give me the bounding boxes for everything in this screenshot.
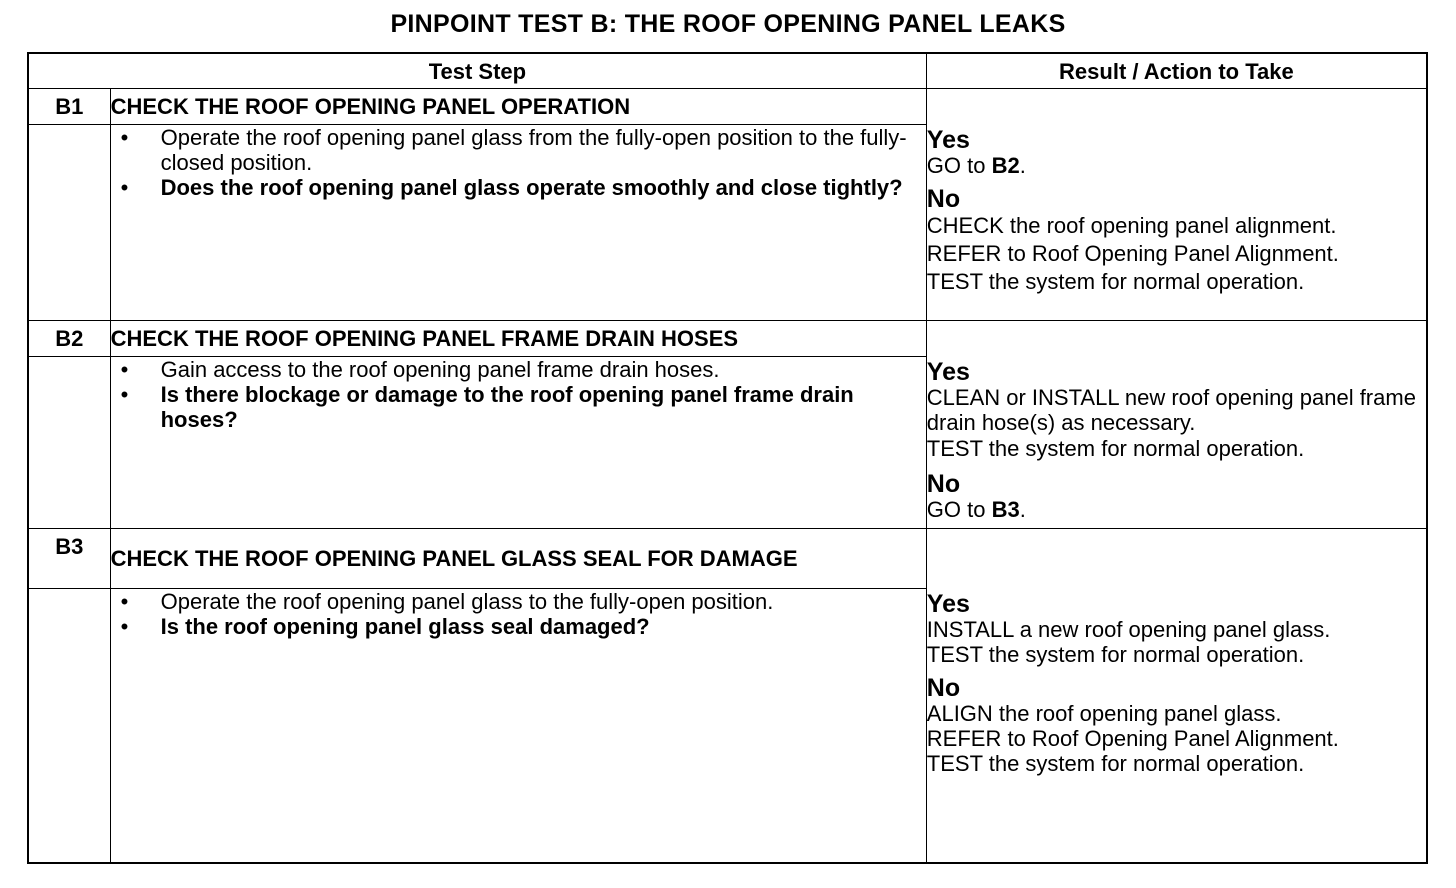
step-question: • Is there blockage or damage to the roof opening panel frame drain hoses?	[120, 382, 854, 432]
step-bullet-list	[111, 125, 926, 200]
header-test-step: Test Step	[28, 53, 926, 89]
step-question: • Is the roof opening panel glass seal damaged?	[120, 614, 650, 639]
step-body	[110, 357, 926, 529]
step-id-spacer	[28, 589, 110, 864]
result-yes-line: INSTALL a new roof opening panel glass.	[926, 617, 1331, 642]
result-yes-line: GO to B2.	[926, 153, 1026, 178]
step-instruction: • Gain access to the roof opening panel frame drain hoses.	[120, 357, 720, 382]
result-no-line: REFER to Roof Opening Panel Alignment.	[926, 241, 1339, 266]
step-title-row	[28, 89, 1427, 125]
step-title: CHECK THE ROOF OPENING PANEL OPERATION	[110, 89, 926, 125]
page-title: PINPOINT TEST B: THE ROOF OPENING PANEL LEAKS	[390, 10, 1066, 38]
step-bullet-list	[111, 357, 926, 432]
step-instruction: • Operate the roof opening panel glass to the fully-open position.	[120, 589, 774, 614]
step-result	[926, 89, 1427, 321]
step-title-row	[28, 321, 1427, 357]
step-title: CHECK THE ROOF OPENING PANEL FRAME DRAIN HOSES	[110, 321, 926, 357]
step-id-spacer	[28, 125, 110, 321]
result-no-line: CHECK the roof opening panel alignment.	[926, 213, 1337, 238]
result-no-line: ALIGN the roof opening panel glass.	[926, 701, 1282, 726]
pinpoint-test-table	[27, 52, 1428, 864]
result-yes-label: Yes	[926, 126, 970, 154]
result-no-label: No	[926, 674, 961, 702]
step-id-spacer	[28, 357, 110, 529]
step-id: B2	[28, 321, 110, 357]
result-no-label: No	[926, 470, 961, 498]
result-yes-label: Yes	[926, 590, 970, 618]
result-no-line: GO to B3.	[926, 497, 1026, 522]
step-result	[926, 321, 1427, 529]
result-yes-label: Yes	[926, 358, 970, 386]
result-yes-line: TEST the system for normal operation.	[926, 642, 1305, 667]
result-no-line: TEST the system for normal operation.	[926, 269, 1305, 294]
step-body	[110, 125, 926, 321]
step-question: • Does the roof opening panel glass operate smoothly and close tightly?	[120, 175, 903, 200]
step-result	[926, 529, 1427, 864]
table-header-row	[28, 53, 1427, 89]
result-no-line: TEST the system for normal operation.	[926, 751, 1305, 776]
step-instruction: • Operate the roof opening panel glass from the fully-open position to the fully-closed position.	[120, 125, 907, 175]
result-no-label: No	[926, 185, 961, 213]
step-body	[110, 589, 926, 864]
header-result: Result / Action to Take	[926, 53, 1427, 89]
step-id: B3	[28, 529, 110, 589]
result-no-line: REFER to Roof Opening Panel Alignment.	[926, 726, 1339, 751]
step-title: CHECK THE ROOF OPENING PANEL GLASS SEAL FOR DAMAGE	[110, 529, 926, 589]
step-id: B1	[28, 89, 110, 125]
step-title-row	[28, 529, 1427, 589]
result-yes-line: CLEAN or INSTALL new roof opening panel frame drain hose(s) as necessary.	[926, 385, 1416, 435]
result-yes-line: TEST the system for normal operation.	[926, 436, 1305, 461]
step-bullet-list	[111, 589, 926, 639]
